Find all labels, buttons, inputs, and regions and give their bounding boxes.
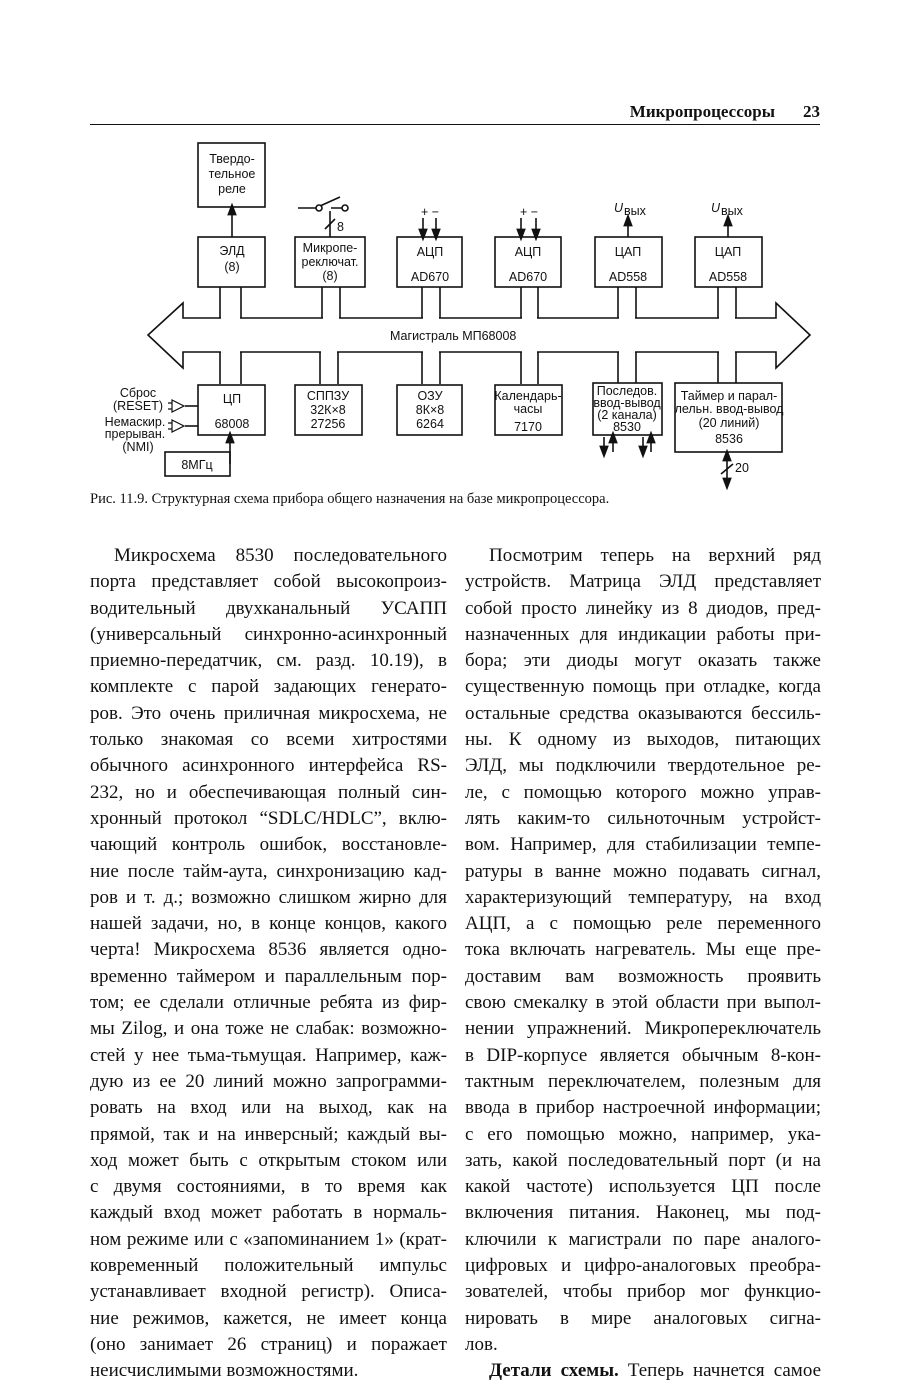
text-line: ние после тайм-аута, синхронизацию кад- — [90, 860, 447, 882]
timer-part: 8536 — [715, 432, 743, 446]
text-line: каждый вход может работать в нормаль- — [90, 1202, 447, 1224]
bus-tab — [719, 351, 735, 385]
timer-lines-label: 20 — [735, 461, 749, 475]
text-line: ние режимов, кажется, не имеет конца — [90, 1307, 447, 1329]
text-line: ров. Это очень приличная микросхема, не — [90, 702, 447, 724]
dac2-label: ЦАП — [714, 245, 742, 259]
calendar-part: 7170 — [514, 420, 542, 434]
text-line: вом. Например, для стабилизации темпе- — [465, 834, 821, 856]
text-line: только знакомая со всеми хитростями — [90, 729, 447, 751]
text-line: черта! Микросхема 8536 является одно- — [90, 939, 447, 961]
microswitch-label: (8) — [322, 269, 338, 283]
text-line: бора; эти диоды могут оказать также — [465, 650, 821, 672]
eld-label: (8) — [224, 260, 240, 274]
nmi-label: (NMI) — [122, 440, 154, 454]
text-line: зователей, чтобы прибор мог функцио- — [465, 1281, 821, 1303]
text-line: мы Zilog, и она тоже не слабак: возможно- — [90, 1018, 447, 1040]
text-line: нашей задачи, но, в конце концов, какого — [90, 913, 447, 935]
relay-label: тельное — [208, 167, 256, 181]
cpu-label: ЦП — [222, 392, 242, 406]
bus-tab — [221, 286, 240, 319]
text-line: ле, с помощью которого можно управ- — [465, 781, 821, 803]
text-line: устройств. Матрица ЭЛД представляет — [465, 571, 821, 593]
calendar-label: Календарь- — [494, 389, 562, 403]
nmi-label: прерыван. — [104, 427, 166, 441]
text-line: чающий контроль ошибок, восстановле- — [90, 834, 447, 856]
text-line: водительный двухканальный УСАПП — [90, 597, 447, 619]
microswitch-label: Микропе- — [302, 241, 358, 255]
bus-tab — [619, 286, 635, 319]
text-line: включения питания. Наконец, мы под- — [465, 1202, 821, 1224]
adc2-label: АЦП — [514, 245, 542, 259]
text-line: том; ее сделали отличные ребята из фир- — [90, 992, 447, 1014]
bus-tab — [423, 351, 439, 385]
reset-label: Сброс — [119, 386, 157, 400]
text-line: стей у нее тьма-тьмущая. Например, каж- — [90, 1044, 447, 1066]
reset-gate-icon — [168, 400, 184, 412]
nmi-label: Немаскир. — [104, 415, 166, 429]
block-diagram — [0, 130, 912, 490]
text-line: существенную помощь при отладке, когда — [465, 676, 821, 698]
bus-tab — [619, 351, 635, 385]
right-column — [465, 543, 821, 1385]
eprom-part: 27256 — [310, 417, 346, 431]
section-text: Теперь начнется самое — [618, 1360, 821, 1382]
text-line: 232, но и обеспечивающая полный син- — [90, 781, 447, 803]
bus-tab — [423, 286, 439, 319]
text-line: какой частоте) используется ЦП после — [465, 1176, 821, 1198]
timer-label: (20 линий) — [698, 416, 760, 430]
bus-tab — [522, 286, 537, 319]
cpu-part: 68008 — [214, 417, 250, 431]
text-line: ввода в прибор настроечной информации; — [465, 1097, 821, 1119]
bus-tab — [719, 286, 735, 319]
ram-part: 6264 — [416, 417, 444, 431]
running-header — [90, 100, 820, 125]
calendar-label: часы — [513, 402, 543, 416]
text-line: комплекте с парой задающих генерато- — [90, 676, 447, 698]
text-line: ЭЛД, мы подключили твердотельное ре- — [465, 755, 821, 777]
header-title: Микропроцессоры — [629, 102, 775, 121]
eld-label: ЭЛД — [219, 244, 245, 258]
text-line: (оно занимает 26 страниц) и поражает — [90, 1333, 447, 1355]
dac2-output-sub: вых — [721, 204, 743, 218]
eprom-size: 32К×8 — [310, 403, 346, 417]
bus-label: Магистраль МП68008 — [390, 329, 517, 343]
bus-tab — [221, 351, 240, 385]
serial-label: Последов. — [596, 384, 658, 398]
adc1-label: АЦП — [416, 245, 444, 259]
text-line: ключили к магистрали по паре аналого- — [465, 1228, 821, 1250]
timer-label: лельн. ввод-вывод — [674, 402, 784, 416]
text-line: ров и т. д.; возможно слишком жирно для — [90, 886, 447, 908]
clock-label: 8МГц — [181, 458, 213, 472]
text-line: назначенных для индикации работы при- — [465, 623, 821, 645]
text-line: нировать в мире аналоговых сигна- — [465, 1307, 821, 1329]
ram-size: 8К×8 — [415, 403, 445, 417]
section-start-line — [465, 1358, 821, 1384]
figure-caption: Рис. 11.9. Структурная схема прибора общего назначения на базе микропроцессора. — [90, 491, 610, 507]
bus-tab — [323, 286, 339, 319]
adc1-inputs-label: + − — [420, 205, 440, 219]
relay-label: реле — [218, 182, 246, 196]
text-line: лять каким-то сильноточным устройст- — [465, 807, 821, 829]
text-line: (универсальный синхронно-асинхронный — [90, 623, 447, 645]
text-line: устанавливает входной регистр). Описа- — [90, 1281, 447, 1303]
text-line: ровать на вход или на выход, как на — [90, 1097, 447, 1119]
page-number: 23 — [803, 102, 820, 121]
text-line: приемно-передатчик, см. разд. 10.19), в — [90, 650, 447, 672]
text-line: лов. — [465, 1333, 498, 1355]
text-line: доставим вам возможность проявить — [465, 965, 821, 987]
text-line: тока включать нагреватель. Мы еще пре- — [465, 939, 821, 961]
text-line: Микросхема 8530 последовательного — [114, 545, 447, 566]
text-line: с его помощью можно, например, ука- — [465, 1123, 821, 1145]
nmi-gate-icon — [168, 420, 184, 432]
text-line: АЦП, а с помощью реле переменного — [465, 913, 821, 935]
text-line: собой просто линейку из 8 диодов, пред- — [465, 597, 821, 619]
text-line: обычного асинхронного интерфейса RS- — [90, 755, 447, 777]
reset-label: (RESET) — [113, 399, 163, 413]
dac2-part: AD558 — [708, 270, 748, 284]
text-line: ны. К одному из выходов, питающих — [465, 729, 821, 751]
microswitch-label: реключат. — [301, 255, 359, 269]
serial-label: ввод-вывод — [593, 396, 661, 410]
text-line: зать, какой последовательный порт (и на — [465, 1149, 821, 1171]
text-line: тактным переключателем, полезным для — [465, 1070, 821, 1092]
text-line: ковременный положительный импульс — [90, 1255, 447, 1277]
adc1-part: AD670 — [410, 270, 450, 284]
dac1-output-label: U — [614, 201, 624, 215]
text-line: характеризующий температуру, на вход — [465, 886, 821, 908]
section-heading: Детали схемы. — [489, 1360, 619, 1382]
left-column — [90, 543, 447, 1385]
text-line: остальные средства оказываются бессиль- — [465, 702, 821, 724]
text-line: ном режиме или с «запоминанием 1» (крат- — [90, 1228, 447, 1250]
text-line: неисчислимыми возможностями. — [90, 1360, 359, 1382]
ram-label: ОЗУ — [417, 389, 443, 403]
text-line: с двумя состояниями, в то время как — [90, 1176, 447, 1198]
serial-label: (2 канала) — [597, 408, 657, 422]
dac1-output-sub: вых — [624, 204, 646, 218]
text-line: порта представляет собой высокопроиз- — [90, 571, 447, 593]
text-line: временно таймером и параллельным пор- — [90, 965, 447, 987]
text-line: в DIP-корпусе является обычным 8-кон- — [465, 1044, 821, 1066]
bus-tab — [522, 351, 537, 385]
relay-label: Твердо- — [209, 152, 255, 166]
text-line: хронный протокол “SDLC/HDLC”, вклю- — [90, 807, 447, 829]
dac2-output-label: U — [711, 201, 721, 215]
adc2-part: AD670 — [508, 270, 548, 284]
text-line: нении упражнений. Микропереключатель — [465, 1018, 821, 1040]
adc2-inputs-label: + − — [519, 205, 539, 219]
bus-tab — [321, 351, 337, 385]
text-line: цифровых и цифро-аналоговых преобра- — [465, 1255, 821, 1277]
text-line: ход может быть с открытым стоком или — [90, 1149, 447, 1171]
text-line: Посмотрим теперь на верхний ряд — [489, 545, 821, 566]
text-line: ратуры в ванне можно подавать сигнал, — [465, 860, 821, 882]
text-line: прямой, так и на инверсный; каждый вы- — [90, 1123, 447, 1145]
switch-bits-label: 8 — [337, 220, 344, 234]
dac1-label: ЦАП — [614, 245, 642, 259]
text-line: дую из ее 20 линий можно запрограмми- — [90, 1070, 447, 1092]
dac1-part: AD558 — [608, 270, 648, 284]
text-line: свою смекалку в этой области при выпол- — [465, 992, 821, 1014]
timer-label: Таймер и парал- — [680, 389, 778, 403]
eprom-label: СППЗУ — [306, 389, 350, 403]
serial-part: 8530 — [613, 420, 641, 434]
